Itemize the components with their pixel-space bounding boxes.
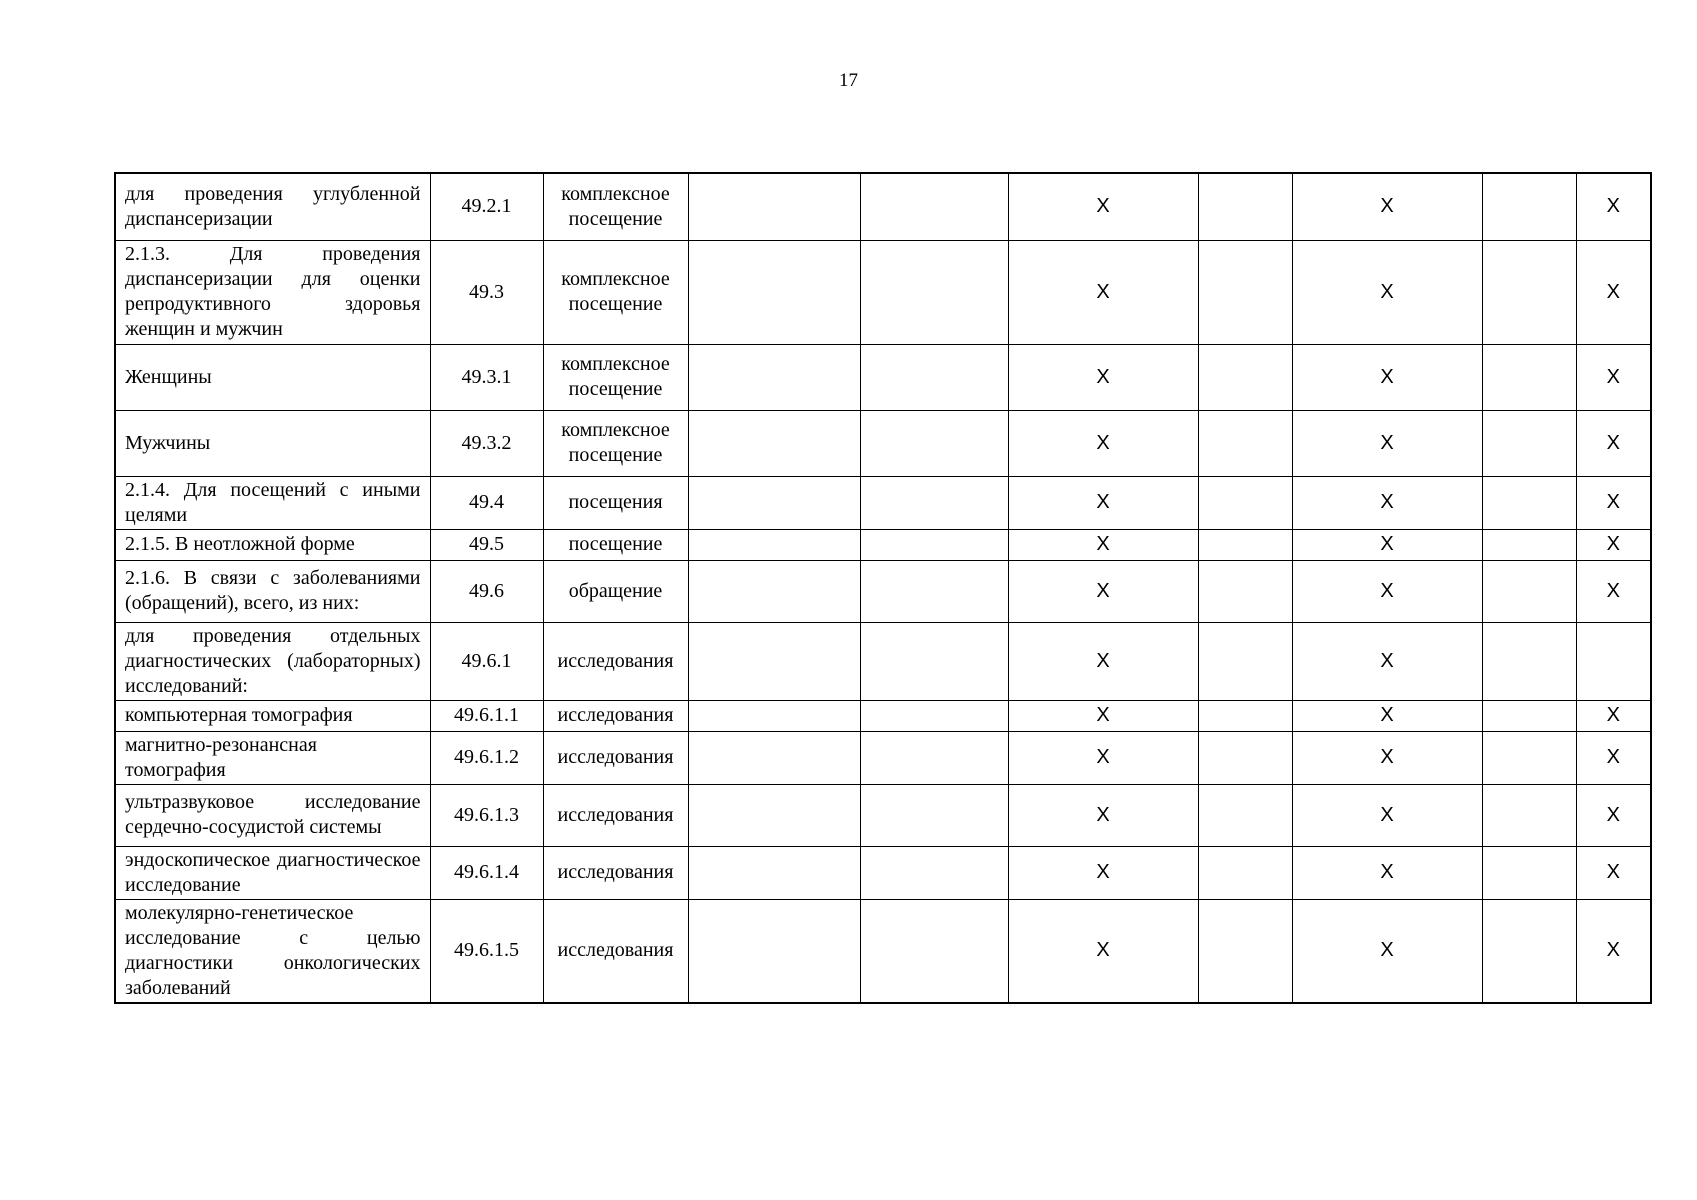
value-cell (1198, 622, 1292, 700)
row-unit: исследования (543, 846, 688, 899)
table-row (115, 476, 1651, 529)
row-unit: комплексное посещение (543, 240, 688, 344)
value-cell (1482, 344, 1576, 410)
value-cell (1198, 240, 1292, 344)
value-cell (1482, 622, 1576, 700)
value-cell: X (1292, 476, 1482, 529)
value-cell (1198, 560, 1292, 622)
value-cell (860, 731, 1008, 784)
value-cell: X (1576, 476, 1651, 529)
value-cell: X (1576, 784, 1651, 846)
row-name: магнитно-резонансная томография (115, 731, 430, 784)
value-cell (1482, 240, 1576, 344)
value-cell (860, 476, 1008, 529)
value-cell (860, 846, 1008, 899)
value-cell (860, 899, 1008, 1003)
row-code: 49.6.1.4 (430, 846, 543, 899)
value-cell: X (1292, 899, 1482, 1003)
table-row (115, 622, 1651, 700)
value-cell: X (1576, 846, 1651, 899)
row-code: 49.6 (430, 560, 543, 622)
value-cell: X (1576, 700, 1651, 731)
value-cell (688, 700, 860, 731)
value-cell (1198, 410, 1292, 476)
value-cell: X (1576, 344, 1651, 410)
value-cell (1482, 846, 1576, 899)
table-row (115, 899, 1651, 1003)
table-row (115, 846, 1651, 899)
value-cell (688, 899, 860, 1003)
table-row (115, 240, 1651, 344)
value-cell (1198, 899, 1292, 1003)
value-cell: X (1576, 560, 1651, 622)
value-cell (860, 784, 1008, 846)
value-cell: X (1576, 529, 1651, 560)
value-cell: X (1292, 731, 1482, 784)
value-cell (1198, 731, 1292, 784)
value-cell: X (1292, 344, 1482, 410)
value-cell: X (1008, 560, 1198, 622)
value-cell (1482, 899, 1576, 1003)
value-cell: X (1292, 784, 1482, 846)
row-name: для проведения углубленной диспансеризации (115, 173, 430, 240)
row-unit: исследования (543, 622, 688, 700)
value-cell: X (1292, 410, 1482, 476)
value-cell: X (1292, 240, 1482, 344)
row-name: ультразвуковое исследование сердечно-сосудистой системы (115, 784, 430, 846)
row-name: 2.1.6. В связи с заболеваниями (обращений), всего, из них: (115, 560, 430, 622)
value-cell (1198, 476, 1292, 529)
value-cell: X (1292, 700, 1482, 731)
data-table (114, 172, 1652, 1004)
table-row (115, 700, 1651, 731)
table-row (115, 560, 1651, 622)
row-name: эндоскопическое диагностическое исследование (115, 846, 430, 899)
value-cell (1482, 173, 1576, 240)
value-cell (1198, 173, 1292, 240)
value-cell (860, 529, 1008, 560)
value-cell: X (1576, 410, 1651, 476)
value-cell: X (1576, 240, 1651, 344)
page-number: 17 (839, 70, 858, 91)
table-row (115, 731, 1651, 784)
row-code: 49.2.1 (430, 173, 543, 240)
value-cell: X (1292, 560, 1482, 622)
value-cell: X (1008, 622, 1198, 700)
value-cell: X (1008, 784, 1198, 846)
value-cell (860, 700, 1008, 731)
value-cell (688, 784, 860, 846)
value-cell (1482, 700, 1576, 731)
value-cell: X (1292, 846, 1482, 899)
row-code: 49.3 (430, 240, 543, 344)
value-cell (860, 560, 1008, 622)
value-cell (860, 410, 1008, 476)
table-row (115, 173, 1651, 240)
row-unit: комплексное посещение (543, 410, 688, 476)
value-cell: X (1576, 731, 1651, 784)
row-unit: посещения (543, 476, 688, 529)
value-cell (1482, 784, 1576, 846)
value-cell (1198, 700, 1292, 731)
value-cell (1198, 344, 1292, 410)
value-cell (688, 476, 860, 529)
row-code: 49.3.2 (430, 410, 543, 476)
value-cell (1482, 476, 1576, 529)
row-code: 49.6.1.5 (430, 899, 543, 1003)
row-name: для проведения отдельных диагностических (лабораторных) исследований: (115, 622, 430, 700)
row-code: 49.6.1.3 (430, 784, 543, 846)
value-cell (688, 846, 860, 899)
table-row (115, 529, 1651, 560)
value-cell: X (1576, 173, 1651, 240)
value-cell (1576, 622, 1651, 700)
row-unit: исследования (543, 700, 688, 731)
value-cell (1482, 731, 1576, 784)
value-cell (1482, 410, 1576, 476)
value-cell (1198, 784, 1292, 846)
value-cell: X (1292, 622, 1482, 700)
value-cell (688, 529, 860, 560)
value-cell (860, 240, 1008, 344)
row-code: 49.6.1 (430, 622, 543, 700)
value-cell: X (1292, 173, 1482, 240)
value-cell (1482, 529, 1576, 560)
row-name: 2.1.5. В неотложной форме (115, 529, 430, 560)
table-row (115, 344, 1651, 410)
value-cell (688, 622, 860, 700)
row-name: Женщины (115, 344, 430, 410)
value-cell (860, 622, 1008, 700)
value-cell (1198, 846, 1292, 899)
row-unit: исследования (543, 731, 688, 784)
value-cell (860, 173, 1008, 240)
value-cell (1198, 529, 1292, 560)
table-row (115, 410, 1651, 476)
value-cell (688, 731, 860, 784)
value-cell: X (1008, 899, 1198, 1003)
value-cell (688, 173, 860, 240)
value-cell (688, 560, 860, 622)
row-name: Мужчины (115, 410, 430, 476)
row-unit: комплексное посещение (543, 344, 688, 410)
row-unit: исследования (543, 899, 688, 1003)
table-row (115, 784, 1651, 846)
row-name: молекулярно-генетическое исследование с целью диагностики онкологических заболеваний (115, 899, 430, 1003)
row-code: 49.6.1.1 (430, 700, 543, 731)
value-cell: X (1008, 173, 1198, 240)
row-unit: исследования (543, 784, 688, 846)
value-cell: X (1576, 899, 1651, 1003)
row-unit: посещение (543, 529, 688, 560)
value-cell: X (1008, 476, 1198, 529)
row-code: 49.6.1.2 (430, 731, 543, 784)
value-cell (1482, 560, 1576, 622)
value-cell (688, 410, 860, 476)
value-cell: X (1008, 344, 1198, 410)
value-cell: X (1008, 846, 1198, 899)
value-cell: X (1008, 731, 1198, 784)
row-code: 49.4 (430, 476, 543, 529)
value-cell: X (1292, 529, 1482, 560)
value-cell: X (1008, 410, 1198, 476)
row-code: 49.3.1 (430, 344, 543, 410)
value-cell (688, 344, 860, 410)
value-cell: X (1008, 240, 1198, 344)
value-cell: X (1008, 700, 1198, 731)
value-cell: X (1008, 529, 1198, 560)
row-unit: комплексное посещение (543, 173, 688, 240)
row-unit: обращение (543, 560, 688, 622)
row-name: 2.1.4. Для посещений с иными целями (115, 476, 430, 529)
value-cell (860, 344, 1008, 410)
value-cell (688, 240, 860, 344)
row-name: 2.1.3. Для проведения диспансеризации для оценки репродуктивного здоровья женщин и мужчин (115, 240, 430, 344)
row-code: 49.5 (430, 529, 543, 560)
row-name: компьютерная томография (115, 700, 430, 731)
